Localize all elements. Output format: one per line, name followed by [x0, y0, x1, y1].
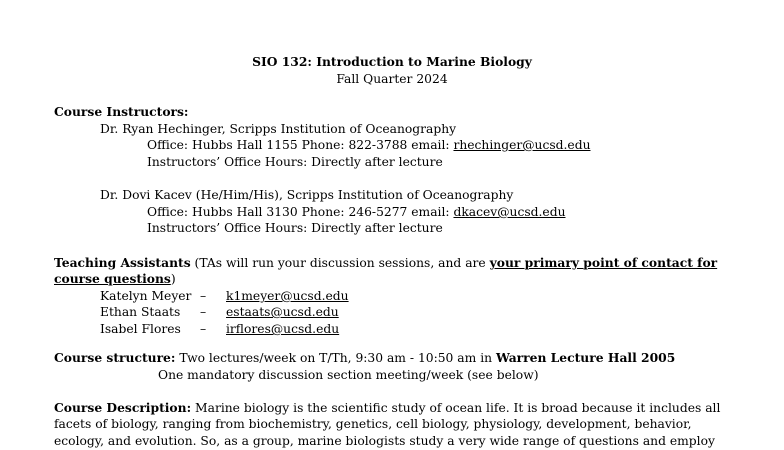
ta-heading-label: Teaching Assistants [54, 255, 191, 270]
instructor-1-email-link[interactable]: rhechinger@ucsd.edu [453, 138, 591, 152]
instructor-2-hours: Instructors’ Office Hours: Directly after lecture [147, 221, 443, 235]
instructor-2-office-text: Office: Hubbs Hall 3130 Phone: 246-5277 email: [147, 205, 454, 219]
description-label: Course Description: [54, 400, 192, 415]
ta-row [100, 288, 349, 305]
ta-name: Ethan Staats [100, 305, 181, 319]
instructor-1-hours: Instructors’ Office Hours: Directly after lecture [147, 155, 443, 169]
ta-dash: – [200, 322, 207, 336]
instructor-1-office [147, 137, 591, 154]
ta-email-link[interactable]: irflores@ucsd.edu [226, 322, 340, 336]
ta-name: Isabel Flores [100, 322, 181, 336]
course-description [54, 400, 720, 417]
ta-row [100, 321, 339, 338]
description-line-1: Marine biology is the scientific study of ocean life. It is broad because it includes all [191, 401, 721, 415]
ta-dash: – [200, 289, 207, 303]
ta-heading-end: ) [170, 272, 176, 286]
instructor-2-office [147, 204, 566, 221]
ta-email-link[interactable]: estaats@ucsd.edu [226, 305, 339, 319]
ta-name: Katelyn Meyer [100, 289, 192, 303]
structure-discussion: One mandatory discussion section meeting/week (see below) [158, 368, 539, 382]
course-title: SIO 132: Introduction to Marine Biology [252, 54, 532, 69]
ta-heading-cont [54, 271, 176, 288]
ta-heading-text: (TAs will run your discussion sessions, and are [190, 256, 490, 270]
course-structure [54, 350, 675, 367]
instructor-2-name: Dr. Dovi Kacev (He/Him/His), Scripps Institution of Oceanography [100, 188, 514, 202]
ta-email-link[interactable]: k1meyer@ucsd.edu [226, 289, 349, 303]
ta-heading-emphasis-2: course questions [54, 271, 171, 286]
instructors-heading: Course Instructors: [54, 104, 189, 119]
structure-label: Course structure: [54, 350, 176, 365]
instructor-1-office-text: Office: Hubbs Hall 1155 Phone: 822-3788 email: [147, 138, 454, 152]
structure-location: Warren Lecture Hall 2005 [495, 350, 676, 365]
instructor-1-name: Dr. Ryan Hechinger, Scripps Institution of Oceanography [100, 122, 457, 136]
structure-text: Two lectures/week on T/Th, 9:30 am - 10:50 am in [175, 351, 496, 365]
ta-heading [54, 255, 717, 272]
instructor-2-email-link[interactable]: dkacev@ucsd.edu [453, 205, 566, 219]
ta-heading-emphasis: your primary point of contact for [489, 255, 718, 270]
description-line-3: ecology, and evolution. So, as a group, marine biologists study a very wide range of questions and employ [54, 434, 715, 448]
course-term: Fall Quarter 2024 [336, 72, 448, 86]
description-line-2: facets of biology, ranging from biochemistry, genetics, cell biology, physiology, development, behavior, [54, 417, 692, 431]
ta-dash: – [200, 305, 207, 319]
ta-row [100, 304, 339, 321]
